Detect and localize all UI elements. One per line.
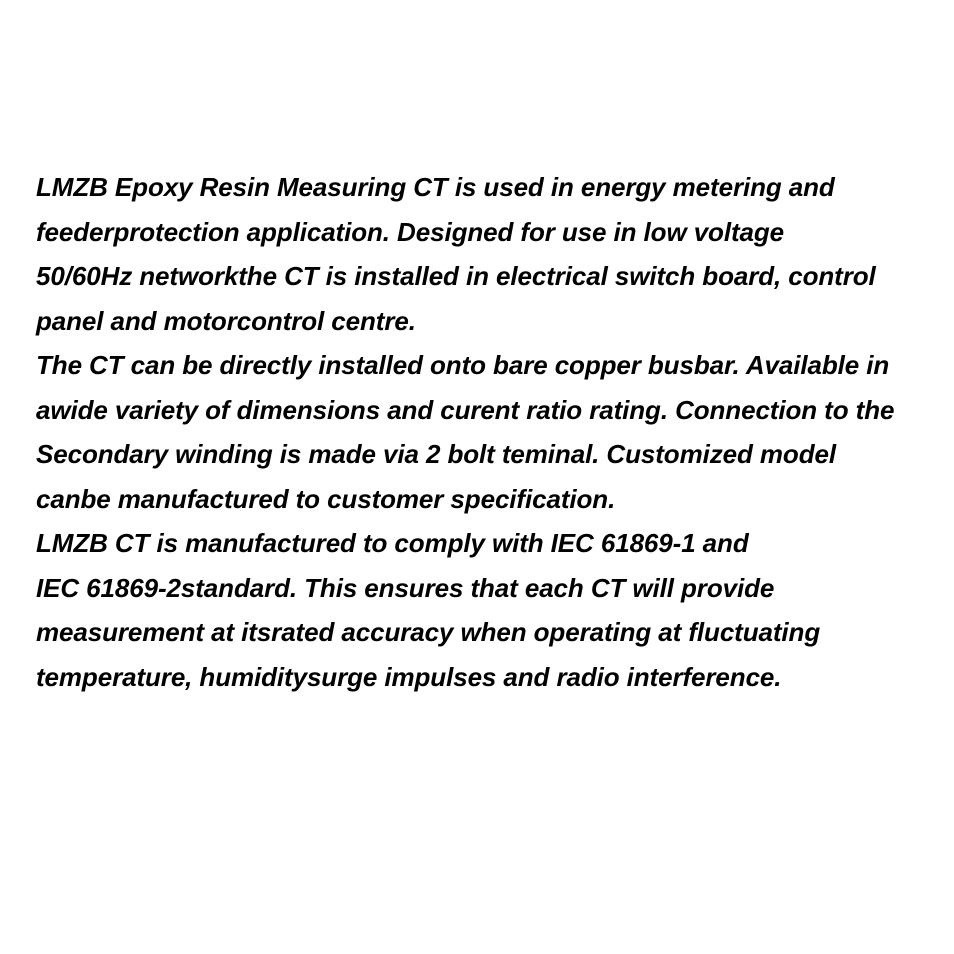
- product-description: [36, 165, 951, 699]
- text-line: canbe manufactured to customer specification.: [36, 483, 616, 514]
- text-line: The CT can be directly installed onto bare copper busbar. Available in: [36, 350, 890, 380]
- text-line: measurement at itsrated accuracy when operating at fluctuating: [36, 617, 821, 647]
- paragraph-intro: [36, 165, 951, 343]
- paragraph-installation: [36, 343, 951, 521]
- paragraph-standards: [36, 521, 951, 699]
- text-line: temperature, humiditysurge impulses and radio interference.: [36, 661, 782, 692]
- text-line: 50/60Hz networkthe CT is installed in electrical switch board, control: [36, 261, 876, 291]
- text-line: feederprotection application. Designed for use in low voltage: [36, 216, 785, 247]
- text-line: IEC 61869-2standard. This ensures that each CT will provide: [36, 572, 775, 603]
- text-line: Secondary winding is made via 2 bolt teminal. Customized model: [36, 439, 836, 469]
- text-line: LMZB CT is manufactured to comply with IEC 61869-1 and: [36, 528, 749, 558]
- text-line: awide variety of dimensions and curent ratio rating. Connection to the: [36, 394, 895, 425]
- text-line: LMZB Epoxy Resin Measuring CT is used in energy metering and: [36, 172, 835, 202]
- text-line: panel and motorcontrol centre.: [36, 305, 416, 336]
